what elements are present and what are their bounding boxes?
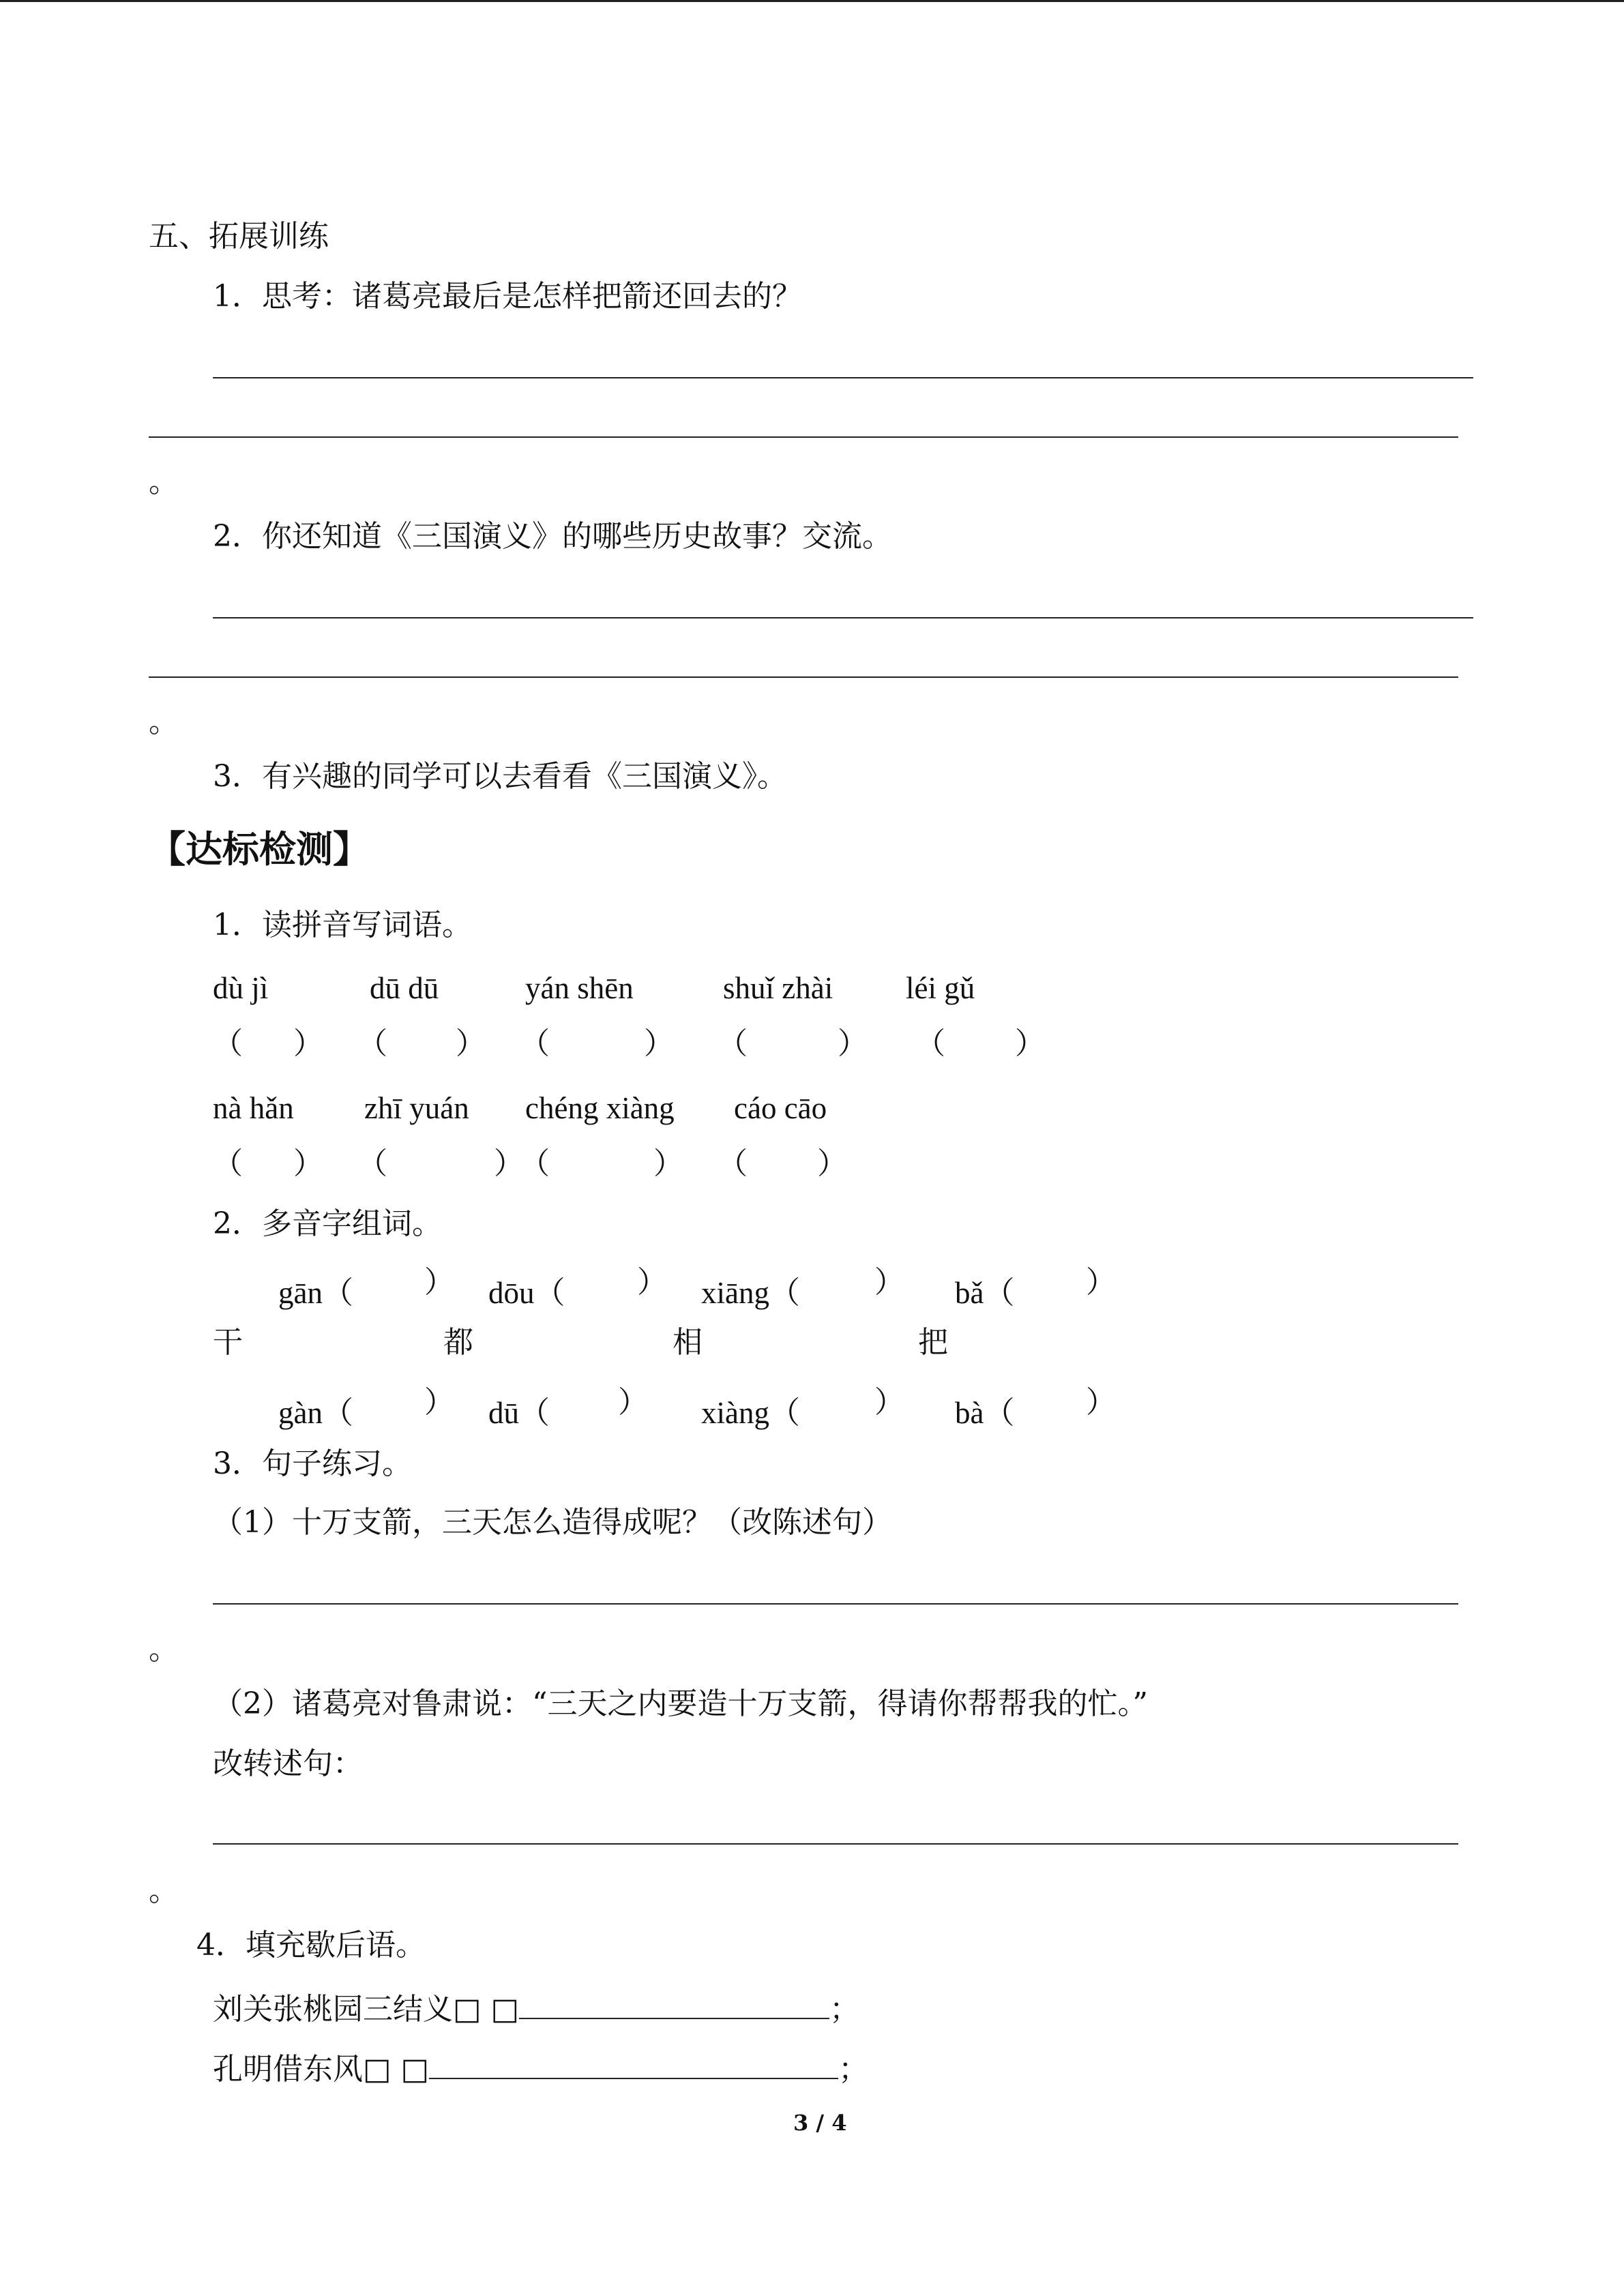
- answer-paren-left[interactable]: （: [718, 1146, 748, 1181]
- period-mark: 。: [149, 704, 179, 739]
- assessment-q3-2: （2）诸葛亮对鲁肃说：“三天之内要造十万支箭，得请你帮帮我的忙。”: [213, 1686, 1148, 1721]
- answer-paren-right: ）: [494, 1146, 524, 1181]
- question-2: 2．你还知道《三国演义》的哪些历史故事？交流。: [213, 519, 892, 554]
- answer-paren-right: ）: [1086, 1265, 1116, 1300]
- fill-blank[interactable]: [519, 1991, 829, 2019]
- question-1: 1．思考：诸葛亮最后是怎样把箭还回去的？: [213, 279, 802, 314]
- poly-char: 把: [918, 1325, 948, 1360]
- assessment-q4: 4．填充歇后语。: [196, 1928, 426, 1963]
- answer-paren-right: ）: [293, 1146, 323, 1181]
- pinyin-item: yán shēn: [525, 971, 634, 1005]
- poly-reading: dōu（: [488, 1276, 565, 1310]
- semicolon: ；: [838, 2052, 869, 2087]
- period-mark: 。: [149, 1873, 179, 1908]
- answer-paren-left[interactable]: （: [213, 1026, 243, 1061]
- period-mark: 。: [149, 464, 179, 499]
- xiehouyu-line-2: [213, 2051, 868, 2085]
- answer-paren-left[interactable]: （: [520, 1026, 550, 1061]
- xiehouyu-text: 孔明借东风: [213, 2052, 363, 2087]
- pinyin-item: zhī yuán: [364, 1091, 469, 1125]
- xiehouyu-text: 刘关张桃园三结义: [213, 1992, 453, 2027]
- answer-paren-right: ）: [637, 1265, 667, 1300]
- answer-paren-right: ）: [838, 1026, 868, 1061]
- answer-paren-right: ）: [424, 1265, 454, 1300]
- poly-reading: gàn（: [278, 1396, 353, 1430]
- answer-paren-left[interactable]: （: [213, 1146, 243, 1181]
- poly-reading: xiàng（: [701, 1396, 800, 1430]
- answer-paren-right: ）: [874, 1265, 904, 1300]
- answer-paren-left[interactable]: （: [718, 1026, 748, 1061]
- answer-line: [213, 1843, 1458, 1845]
- poly-char: 相: [673, 1325, 703, 1360]
- answer-paren-left[interactable]: （: [357, 1026, 387, 1061]
- answer-line: [213, 1603, 1458, 1605]
- pinyin-item: léi gǔ: [906, 971, 975, 1005]
- poly-reading: dū（: [488, 1396, 550, 1430]
- assessment-q3: 3．句子练习。: [213, 1446, 412, 1481]
- answer-paren-right: ）: [456, 1026, 486, 1061]
- answer-paren-right: ）: [874, 1385, 904, 1420]
- fill-blank[interactable]: [429, 2051, 838, 2079]
- answer-paren-right: ）: [618, 1385, 648, 1420]
- xiehouyu-line-1: [213, 1991, 859, 2025]
- poly-reading: gān（: [278, 1276, 353, 1310]
- answer-paren-left[interactable]: （: [520, 1146, 550, 1181]
- semicolon: ；: [829, 1992, 860, 2027]
- answer-line: [149, 676, 1458, 678]
- answer-paren-left[interactable]: （: [357, 1146, 387, 1181]
- answer-paren-right: ）: [1015, 1026, 1045, 1061]
- poly-reading: xiāng（: [701, 1276, 800, 1310]
- assessment-q3-2-prompt: 改转述句：: [213, 1746, 363, 1781]
- answer-paren-right: ）: [817, 1146, 847, 1181]
- answer-line: [149, 436, 1458, 438]
- assessment-q3-1: （1）十万支箭，三天怎么造得成呢？（改陈述句）: [213, 1505, 892, 1540]
- assessment-q1: 1．读拼音写词语。: [213, 908, 472, 942]
- answer-line: [213, 377, 1473, 378]
- assessment-title: 【达标检测】: [149, 827, 370, 871]
- section-title: 五、拓展训练: [149, 219, 329, 254]
- page-number: 3 / 4: [793, 2110, 847, 2136]
- answer-paren-left[interactable]: （: [915, 1026, 945, 1061]
- poly-char: 干: [213, 1325, 243, 1360]
- question-3: 3．有兴趣的同学可以去看看《三国演义》。: [213, 759, 787, 794]
- box-glyphs: □ □: [363, 2052, 430, 2087]
- pinyin-item: shuǐ zhài: [723, 971, 833, 1005]
- poly-reading: bǎ（: [955, 1276, 1015, 1310]
- answer-line: [213, 617, 1473, 618]
- pinyin-item: nà hǎn: [213, 1091, 294, 1125]
- answer-paren-right: ）: [424, 1385, 454, 1420]
- poly-char: 都: [443, 1325, 473, 1360]
- pinyin-item: dù jì: [213, 971, 269, 1005]
- answer-paren-right: ）: [293, 1026, 323, 1061]
- pinyin-item: dū dū: [370, 971, 439, 1005]
- assessment-q2: 2．多音字组词。: [213, 1206, 442, 1241]
- poly-reading: bà（: [955, 1396, 1015, 1430]
- answer-paren-right: ）: [653, 1146, 683, 1181]
- pinyin-item: cáo cāo: [734, 1091, 827, 1125]
- period-mark: 。: [149, 1632, 179, 1667]
- pinyin-item: chéng xiàng: [525, 1091, 675, 1125]
- box-glyphs: □ □: [453, 1992, 520, 2027]
- answer-paren-right: ）: [1086, 1385, 1116, 1420]
- answer-paren-right: ）: [644, 1026, 674, 1061]
